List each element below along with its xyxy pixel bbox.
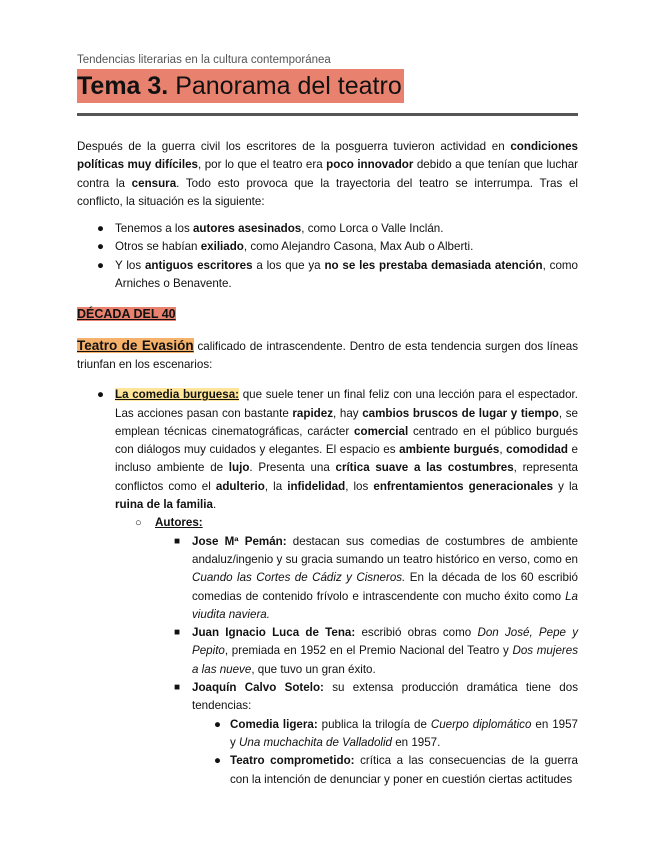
list-item: ● Y los antiguos escritores a los que ya no se les prestaba demasiada atención, como Arniches o Benavente.	[97, 258, 578, 291]
page-title	[77, 69, 404, 103]
running-header: Tendencias literarias en la cultura contemporánea	[77, 54, 331, 66]
bullet-icon: ●	[214, 717, 222, 731]
list-item-luca: ■ Juan Ignacio Luca de Tena: escribió obras como Don José, Pepe y Pepito, premiada en 1952 en el Premio Nacional del Teatro y Dos mujeres a las nueve, que tuvo un gran éxito.	[174, 626, 579, 676]
bullet-icon: ●	[97, 258, 105, 272]
list-item-comedia: ● La comedia burguesa: que suele tener un final feliz con una lección para el espectador. Las acciones pasan con bastante rapidez, hay cambios bruscos de lugar y tiempo, se emplean técnicas cinematográficas, carácter comercial centrado en el público burgués con diálogos muy cuidados y elegantes. El espacio es ambiente burgués, comodidad e incluso ambiente de lujo. Presenta una crítica suave a las costumbres, representa conflictos como el adulterio, la infidelidad, los enfrentamientos generacionales y la ruina de la familia.	[97, 388, 578, 512]
list-item-autores: ○ Autores:	[77, 514, 578, 532]
list-item-ligera: ● Comedia ligera: publica la trilogía de Cuerpo diplomático en 1957 y Una muchachita de Valladolid en 1957.	[214, 717, 578, 749]
square-bullet-icon: ■	[174, 627, 181, 639]
square-bullet-icon: ■	[174, 535, 181, 547]
square-bullet-icon: ■	[174, 682, 181, 694]
list-item-peman: ■ Jose Mª Pemán: destacan sus comedias de costumbres de ambiente andaluz/ingenio y su gracia sumando un teatro histórico en verso, como en Cuando las Cortes de Cádiz y Cisneros. En la década de los 60 escribió comedias de contenido frívolo e intrascendente con mucho éxito como La viudita naviera.	[174, 534, 579, 621]
circle-bullet-icon: ○	[135, 517, 142, 530]
intro-paragraph: Después de la guerra civil los escritores de la posguerra tuvieron actividad en condiciones políticas muy difíciles, por lo que el teatro era poco innovador debido a que tenían que luchar contra la censura. Todo esto provoca que la trayectoria del teatro se interrumpa. Tras el conflicto, la situación es la siguiente:	[77, 140, 579, 208]
section-heading: DÉCADA DEL 40	[77, 307, 176, 322]
list-item-comprometido: ● Teatro comprometido: crítica a las consecuencias de la guerra con la intención de denunciar y poner en cuestión ciertas actitudes	[214, 754, 578, 786]
bullet-icon: ●	[214, 754, 222, 768]
bullet-icon: ●	[97, 240, 105, 254]
evasion-paragraph: Teatro de Evasión calificado de intrascendente. Dentro de esta tendencia surgen dos líneas triunfan en los escenarios:	[77, 337, 578, 371]
bullet-icon: ●	[97, 222, 105, 236]
title-text: Panorama del teatro	[168, 72, 402, 100]
title-divider	[77, 113, 578, 116]
document-body	[77, 138, 578, 789]
list-item: ● Otros se habían exiliado, como Alejandro Casona, Max Aub o Alberti.	[77, 238, 578, 256]
title-number: Tema 3.	[77, 72, 169, 100]
evasion-label: Teatro de Evasión	[77, 337, 194, 353]
list-item: ● Tenemos a los autores asesinados, como Lorca o Valle Inclán.	[77, 220, 578, 238]
list-item-calvo: ■ Joaquín Calvo Sotelo: su extensa producción dramática tiene dos tendencias:	[174, 681, 578, 713]
bullet-icon: ●	[97, 388, 105, 402]
